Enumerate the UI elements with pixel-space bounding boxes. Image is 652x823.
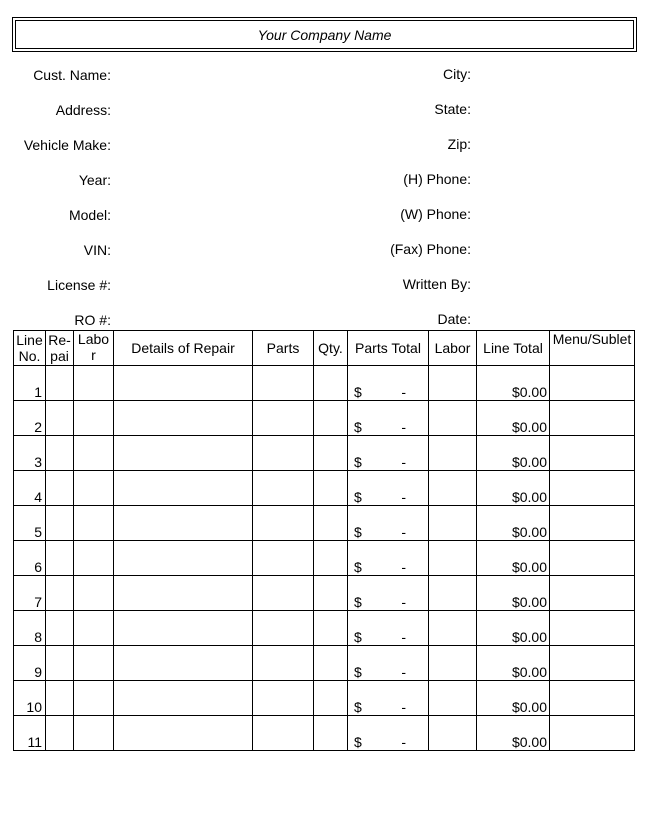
labor-cell[interactable] [429,436,477,471]
repair-cell[interactable] [46,366,74,401]
label-vehicle-make: Vehicle Make: [23,137,111,153]
parts-cell[interactable] [253,611,314,646]
header-qty: Qty. [314,331,348,366]
qty-cell[interactable] [314,436,348,471]
qty-cell[interactable] [314,401,348,436]
currency-symbol: $ [354,419,362,435]
line-total-cell: $0.00 [477,436,550,471]
parts-cell[interactable] [253,716,314,751]
labor-cell[interactable] [429,506,477,541]
menu-sublet-cell[interactable] [550,471,635,506]
company-header-box [12,17,637,52]
header-parts-total: Parts Total [348,331,429,366]
labor-short-cell[interactable] [74,611,114,646]
label-state: State: [434,101,471,117]
details-cell[interactable] [114,506,253,541]
parts-cell[interactable] [253,436,314,471]
labor-short-cell[interactable] [74,471,114,506]
repair-cell[interactable] [46,646,74,681]
label-address: Address: [55,102,111,118]
qty-cell[interactable] [314,681,348,716]
repair-cell[interactable] [46,471,74,506]
line-number-cell: 1 [14,366,46,401]
line-total-cell: $0.00 [477,366,550,401]
menu-sublet-cell[interactable] [550,681,635,716]
line-number-cell: 10 [14,681,46,716]
table-row [14,611,635,646]
table-row [14,681,635,716]
parts-total-cell [348,436,429,471]
parts-cell[interactable] [253,646,314,681]
currency-symbol: $ [354,559,362,575]
details-cell[interactable] [114,436,253,471]
menu-sublet-cell[interactable] [550,541,635,576]
details-cell[interactable] [114,646,253,681]
header-line-total: Line Total [477,331,550,366]
details-cell[interactable] [114,366,253,401]
menu-sublet-cell[interactable] [550,576,635,611]
header-labor-short: Labo r [74,331,114,366]
details-cell[interactable] [114,541,253,576]
labor-short-cell[interactable] [74,716,114,751]
qty-cell[interactable] [314,366,348,401]
menu-sublet-cell[interactable] [550,611,635,646]
labor-short-cell[interactable] [74,506,114,541]
line-number-cell: 2 [14,401,46,436]
details-cell[interactable] [114,576,253,611]
header-parts: Parts [253,331,314,366]
currency-symbol: $ [354,734,362,750]
label-date: Date: [437,311,471,327]
dash: - [401,454,406,470]
currency-symbol: $ [354,454,362,470]
labor-cell[interactable] [429,646,477,681]
labor-short-cell[interactable] [74,436,114,471]
repair-cell[interactable] [46,681,74,716]
qty-cell[interactable] [314,646,348,681]
qty-cell[interactable] [314,716,348,751]
repair-cell[interactable] [46,401,74,436]
label-written-by: Written By: [402,276,471,292]
label-zip: Zip: [447,136,471,152]
line-total-cell: $0.00 [477,541,550,576]
labor-short-cell[interactable] [74,401,114,436]
currency-symbol: $ [354,489,362,505]
qty-cell[interactable] [314,506,348,541]
label-model: Model: [68,207,111,223]
currency-symbol: $ [354,384,362,400]
line-number-cell: 6 [14,541,46,576]
labor-short-cell[interactable] [74,576,114,611]
dash: - [401,629,406,645]
line-number-cell: 11 [14,716,46,751]
repair-cell[interactable] [46,506,74,541]
parts-cell[interactable] [253,541,314,576]
qty-cell[interactable] [314,541,348,576]
parts-cell[interactable] [253,401,314,436]
header-menu-sublet: Menu/Sublet [550,331,635,366]
repair-table [13,330,635,751]
line-total-cell: $0.00 [477,646,550,681]
table-row [14,576,635,611]
labor-short-cell[interactable] [74,646,114,681]
menu-sublet-cell[interactable] [550,436,635,471]
label-h-phone: (H) Phone: [403,171,471,187]
table-row [14,366,635,401]
repair-cell[interactable] [46,611,74,646]
dash: - [401,524,406,540]
menu-sublet-cell[interactable] [550,366,635,401]
labor-short-cell[interactable] [74,541,114,576]
label-license: License #: [47,277,111,293]
dash: - [401,384,406,400]
labor-cell[interactable] [429,401,477,436]
menu-sublet-cell[interactable] [550,506,635,541]
qty-cell[interactable] [314,611,348,646]
parts-total-cell [348,471,429,506]
details-cell[interactable] [114,611,253,646]
table-header-row [14,331,635,366]
parts-total-cell [348,506,429,541]
table-row [14,471,635,506]
line-number-cell: 4 [14,471,46,506]
label-vin: VIN: [83,242,111,258]
labor-cell[interactable] [429,681,477,716]
labor-cell[interactable] [429,576,477,611]
header-line-no: Line No. [14,331,46,366]
currency-symbol: $ [354,699,362,715]
qty-cell[interactable] [314,471,348,506]
header-repair: Re-pai [46,331,74,366]
table-row [14,506,635,541]
label-city: City: [443,66,471,82]
parts-cell[interactable] [253,471,314,506]
dash: - [401,699,406,715]
details-cell[interactable] [114,471,253,506]
currency-symbol: $ [354,629,362,645]
dash: - [401,559,406,575]
line-total-cell: $0.00 [477,716,550,751]
table-row [14,436,635,471]
menu-sublet-cell[interactable] [550,646,635,681]
parts-total-cell [348,366,429,401]
labor-cell[interactable] [429,471,477,506]
menu-sublet-cell[interactable] [550,716,635,751]
labor-cell[interactable] [429,716,477,751]
label-year: Year: [78,172,111,188]
parts-total-cell [348,681,429,716]
table-row [14,541,635,576]
parts-total-cell [348,611,429,646]
parts-cell[interactable] [253,366,314,401]
line-total-cell: $0.00 [477,401,550,436]
labor-cell[interactable] [429,541,477,576]
dash: - [401,489,406,505]
labor-cell[interactable] [429,366,477,401]
line-total-cell: $0.00 [477,681,550,716]
repair-cell[interactable] [46,541,74,576]
currency-symbol: $ [354,664,362,680]
labor-cell[interactable] [429,611,477,646]
repair-cell[interactable] [46,716,74,751]
label-cust-name: Cust. Name: [33,67,111,83]
qty-cell[interactable] [314,576,348,611]
parts-cell[interactable] [253,681,314,716]
repair-cell[interactable] [46,576,74,611]
dash: - [401,594,406,610]
label-fax-phone: (Fax) Phone: [390,241,471,257]
labor-short-cell[interactable] [74,366,114,401]
table-row [14,716,635,751]
currency-symbol: $ [354,524,362,540]
header-labor: Labor [429,331,477,366]
currency-symbol: $ [354,594,362,610]
parts-cell[interactable] [253,506,314,541]
parts-total-cell [348,401,429,436]
label-w-phone: (W) Phone: [400,206,471,222]
parts-cell[interactable] [253,576,314,611]
line-total-cell: $0.00 [477,506,550,541]
table-row [14,401,635,436]
line-number-cell: 7 [14,576,46,611]
parts-total-cell [348,646,429,681]
label-ro-number: RO #: [74,312,111,328]
menu-sublet-cell[interactable] [550,401,635,436]
details-cell[interactable] [114,716,253,751]
parts-total-cell [348,716,429,751]
labor-short-cell[interactable] [74,681,114,716]
parts-total-cell [348,576,429,611]
repair-cell[interactable] [46,436,74,471]
dash: - [401,664,406,680]
table-row [14,646,635,681]
line-total-cell: $0.00 [477,611,550,646]
dash: - [401,419,406,435]
line-number-cell: 8 [14,611,46,646]
line-number-cell: 9 [14,646,46,681]
company-name[interactable]: Your Company Name [15,20,634,49]
header-details: Details of Repair [114,331,253,366]
line-total-cell: $0.00 [477,471,550,506]
dash: - [401,734,406,750]
line-number-cell: 5 [14,506,46,541]
parts-total-cell [348,541,429,576]
line-total-cell: $0.00 [477,576,550,611]
details-cell[interactable] [114,401,253,436]
line-number-cell: 3 [14,436,46,471]
details-cell[interactable] [114,681,253,716]
